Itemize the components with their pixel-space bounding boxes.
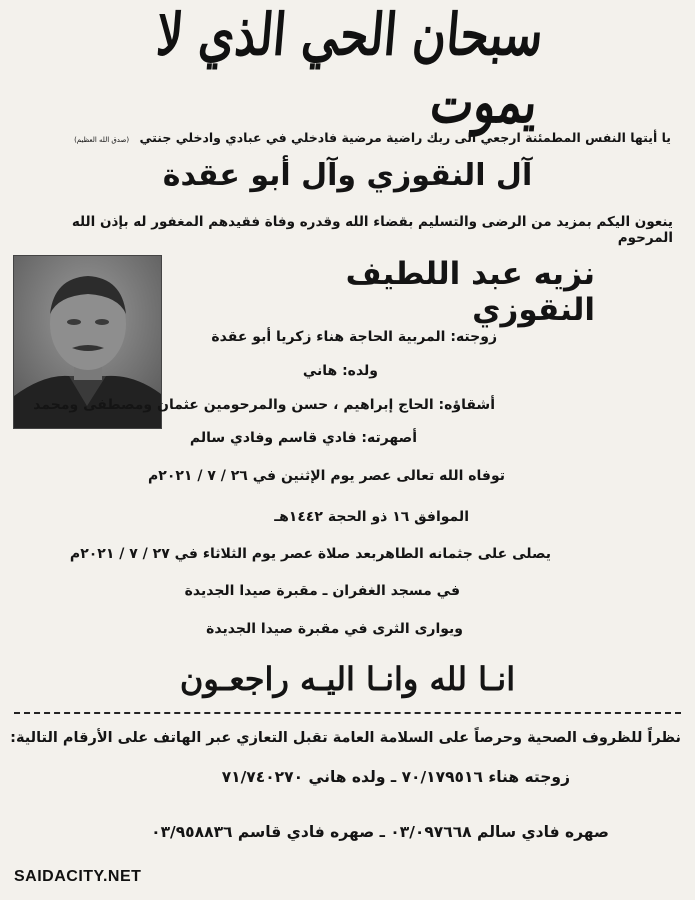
dashed-divider [14, 712, 681, 714]
condolence-notice: نظراً للظروف الصحية وحرصاً على السلامة العامة تقبل التعازي عبر الهاتف على الأرقام التالية: [10, 730, 681, 746]
mosque-line: في مسجد الغفران ـ مقبرة صيدا الجديدة [184, 583, 460, 599]
verse-source: (صدق الله العظيم) [74, 136, 130, 144]
deceased-name: نزيه عبد اللطيف النقوزي [345, 256, 595, 328]
brothers-line: أشقاؤه: الحاج إبراهيم ، حسن والمرحومين عثمان ومصطفى ومحمد [33, 397, 495, 413]
wife-line: زوجته: المربية الحاجة هناء زكريا أبو عقدة [211, 329, 497, 345]
death-date-line: توفاه الله تعالى عصر يوم الإثنين في ٢٦ / ٧ / ٢٠٢١م [148, 468, 505, 484]
phones-line-2: صهره فادي سالم ٠٣/٠٩٧٦٦٨ ـ صهره فادي قاسم ٠٣/٩٥٨٨٣٦ [151, 823, 609, 841]
quran-verse [11, 130, 671, 145]
site-watermark: SAIDACITY.NET [14, 868, 142, 885]
verse-text: يا أيتها النفس المطمئنة ارجعي الى ربك راضية مرضية فادخلي في عبادي وادخلي جنتي [139, 130, 671, 145]
prayer-line: يصلى على جثمانه الطاهربعد صلاة عصر يوم الثلاثاء في ٢٧ / ٧ / ٢٠٢١م [69, 546, 551, 562]
phones-line-1: زوجته هناء ٧٠/١٧٩٥١٦ ـ ولده هاني ٧١/٧٤٠٢٧٠ [221, 768, 570, 786]
burial-line: ويوارى الثرى في مقبرة صيدا الجديدة [206, 621, 463, 637]
hijri-date-line: الموافق ١٦ ذو الحجة ١٤٤٢هـ [274, 509, 469, 525]
families-heading: آل النقوزي وآل أبو عقدة [162, 158, 533, 193]
son-line: ولده: هاني [302, 363, 378, 379]
announcement-text: ينعون اليكم بمزيد من الرضى والتسليم بقضاء الله وقدره وفاة فقيدهم المغفور له بإذن الله المرحوم [71, 214, 673, 246]
closing-verse: انـا لله وانـا اليـه راجعـون [179, 660, 516, 698]
header-calligraphy: سبحان الحي الذي لا يموت [154, 0, 546, 136]
in-laws-line: أصهرته: فادي قاسم وفادي سالم [189, 430, 417, 446]
